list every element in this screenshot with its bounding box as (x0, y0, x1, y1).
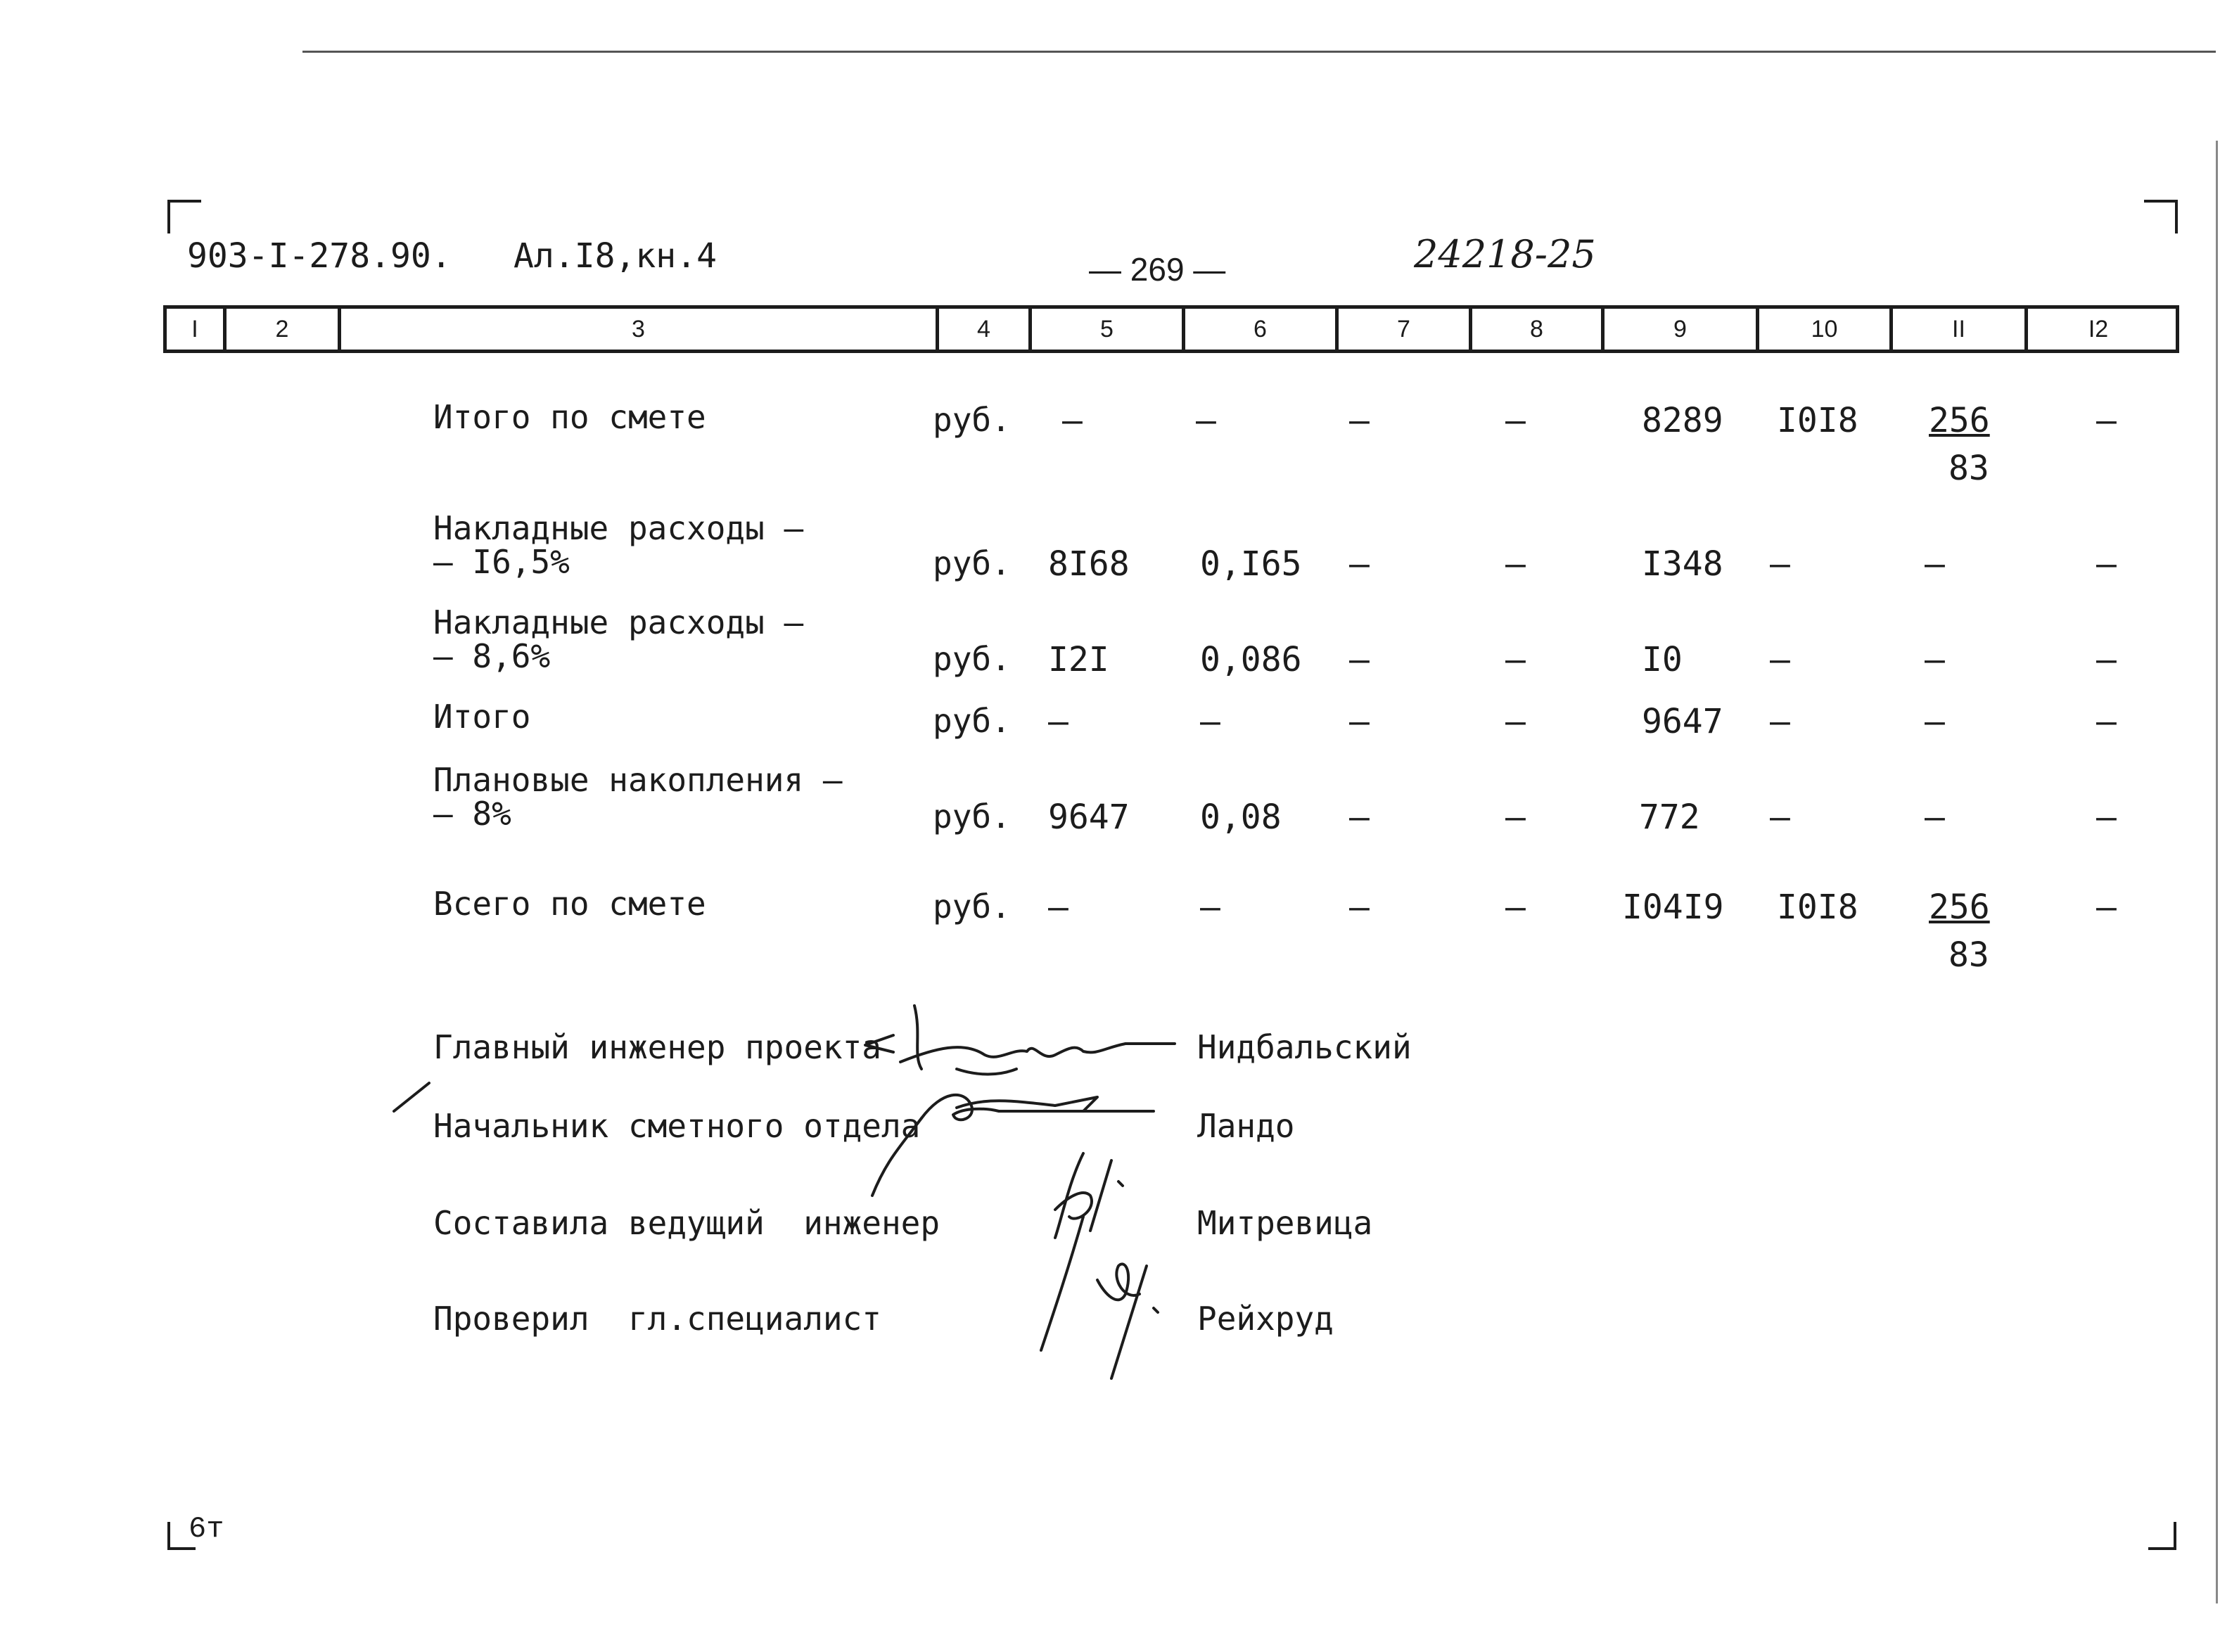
column-number: 5 (1100, 315, 1114, 342)
signatory-role: Главный инженер проекта (433, 1028, 881, 1066)
column-number: 7 (1397, 315, 1410, 342)
right-scan-edge (2216, 141, 2218, 1603)
column-header-strip (163, 305, 2179, 353)
cell-col5: 8I68 (1048, 544, 1130, 584)
cell-col6: – (1200, 702, 1220, 741)
column-number: 4 (977, 315, 990, 342)
cell-col7: – (1349, 544, 1370, 584)
cell-col6: 0,I65 (1200, 544, 1302, 584)
column-number: 2 (275, 315, 289, 342)
handwritten-signatures (380, 985, 1224, 1421)
row-unit: руб. (933, 798, 1011, 835)
cell-col11: – (1925, 798, 1945, 837)
cell-col9: 8289 (1642, 401, 1723, 440)
cell-col6: – (1196, 401, 1216, 440)
corner-mark-top-right (2144, 200, 2178, 233)
cell-col11: – (1925, 702, 1945, 741)
column-number: 6 (1254, 315, 1267, 342)
row-unit: руб. (933, 544, 1011, 582)
cell-col8: – (1505, 798, 1526, 837)
cell-col10: – (1770, 544, 1790, 584)
top-scan-line (302, 51, 2216, 53)
cell-col10: – (1770, 798, 1790, 837)
row-name: Итого по смете (433, 398, 706, 436)
row-name: Плановые накопления – (433, 761, 843, 799)
column-number: I (191, 315, 198, 342)
cell-col7: – (1349, 401, 1370, 440)
row-unit: руб. (933, 702, 1011, 740)
signatory-role: Начальник сметного отдела (433, 1107, 921, 1145)
page-number: — 269 — (1089, 251, 1226, 288)
column-number: 8 (1530, 315, 1543, 342)
cell-col8: – (1505, 888, 1526, 927)
row-unit: руб. (933, 640, 1011, 678)
row-unit: руб. (933, 401, 1011, 439)
cell-col9: I0 (1642, 640, 1683, 679)
corner-annotation: 6т (189, 1512, 224, 1546)
corner-mark-bottom-right (2148, 1522, 2176, 1550)
cell-col12: – (2096, 544, 2117, 584)
column-number: 3 (632, 315, 645, 342)
column-number: II (1952, 315, 1965, 342)
cell-col10: – (1770, 702, 1790, 741)
cell-col11: – (1925, 640, 1945, 679)
cell-col5: – (1048, 888, 1069, 927)
row-unit: руб. (933, 888, 1011, 926)
cell-col5: – (1062, 401, 1083, 440)
signatory-name: Ландо (1197, 1107, 1295, 1145)
cell-col7: – (1349, 798, 1370, 837)
cell-col11-numerator: 256 (1929, 888, 1990, 927)
cell-col8: – (1505, 401, 1526, 440)
cell-col5: 9647 (1048, 798, 1130, 837)
cell-col12: – (2096, 798, 2117, 837)
cell-col11-numerator: 256 (1929, 401, 1990, 440)
row-name: Накладные расходы – (433, 509, 804, 547)
row-name: Итого (433, 698, 531, 736)
cell-col5: I2I (1048, 640, 1109, 679)
cell-col11-denominator: 83 (1948, 449, 1989, 488)
cell-col5: – (1048, 702, 1069, 741)
corner-mark-top-left (167, 200, 201, 233)
cell-col9: 772 (1639, 798, 1700, 837)
cell-col7: – (1349, 640, 1370, 679)
cell-col8: – (1505, 640, 1526, 679)
row-name-continued: – 8,6% (433, 637, 551, 675)
doc-code: 903-I-278.90. (187, 236, 452, 276)
inventory-number: 24218-25 (1414, 232, 1596, 276)
cell-col8: – (1505, 702, 1526, 741)
cell-col12: – (2096, 401, 2117, 440)
column-number: 9 (1673, 315, 1687, 342)
signatory-role: Составила ведущий инженер (433, 1204, 940, 1242)
cell-col6: 0,08 (1200, 798, 1282, 837)
cell-col7: – (1349, 888, 1370, 927)
cell-col11-denominator: 83 (1948, 935, 1989, 975)
signatory-name: Рейхруд (1197, 1300, 1334, 1338)
cell-col12: – (2096, 702, 2117, 741)
column-number: 10 (1811, 315, 1838, 342)
cell-col8: – (1505, 544, 1526, 584)
signatory-name: Нидбальский (1197, 1028, 1412, 1066)
row-name-continued: – 8% (433, 795, 511, 833)
cell-col12: – (2096, 640, 2117, 679)
cell-col10: I0I8 (1777, 401, 1858, 440)
signatory-role: Проверил гл.специалист (433, 1300, 881, 1338)
row-name-continued: – I6,5% (433, 543, 570, 581)
cell-col9: I348 (1642, 544, 1723, 584)
row-name: Всего по смете (433, 885, 706, 923)
column-number: I2 (2088, 315, 2109, 342)
cell-col6: – (1200, 888, 1220, 927)
cell-col9: I04I9 (1622, 888, 1724, 927)
cell-col9: 9647 (1642, 702, 1723, 741)
row-name: Накладные расходы – (433, 603, 804, 641)
cell-col6: 0,086 (1200, 640, 1302, 679)
cell-col10: – (1770, 640, 1790, 679)
cell-col12: – (2096, 888, 2117, 927)
cell-col7: – (1349, 702, 1370, 741)
cell-col11: – (1925, 544, 1945, 584)
album-ref: Ал.I8,кн.4 (513, 236, 717, 276)
cell-col10: I0I8 (1777, 888, 1858, 927)
signatory-name: Митревица (1197, 1204, 1373, 1242)
